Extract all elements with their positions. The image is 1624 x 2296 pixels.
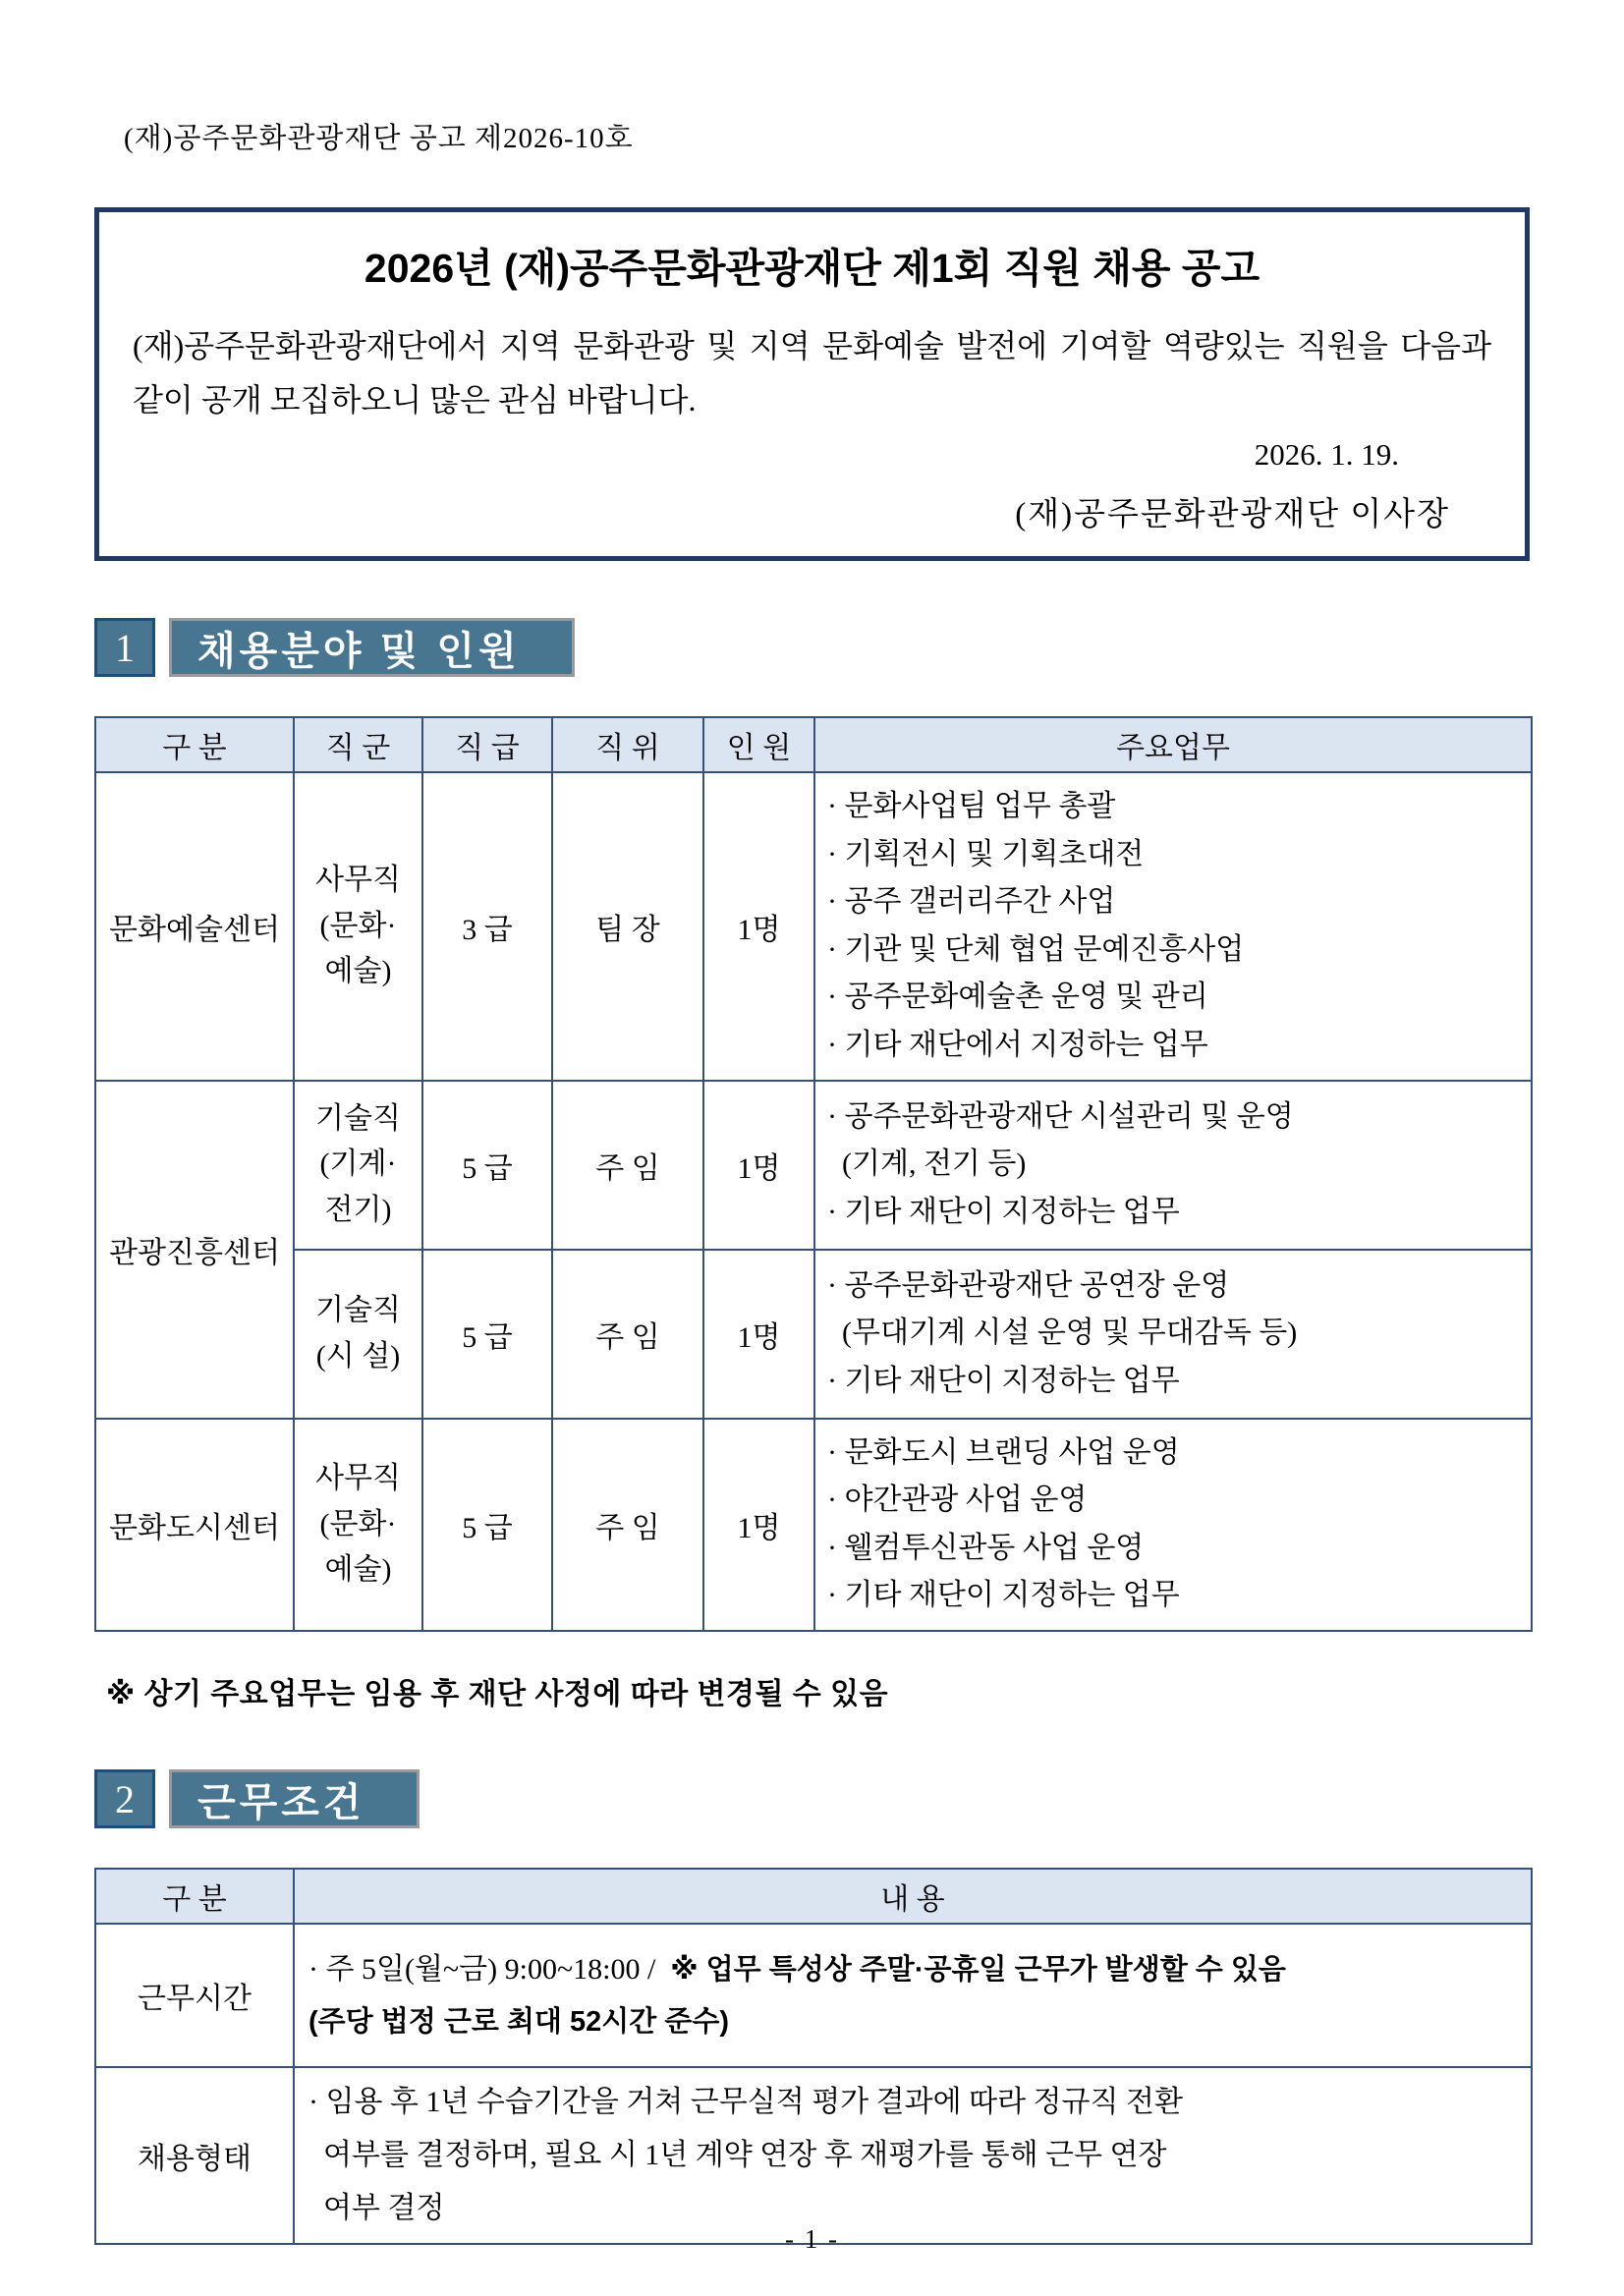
cell-group: 기술직 (시 설) bbox=[294, 1250, 422, 1419]
cell-division: 문화예술센터 bbox=[95, 772, 294, 1081]
section1-header bbox=[94, 618, 1530, 677]
cell-grade: 5 급 bbox=[422, 1250, 552, 1419]
cell-group: 사무직 (문화· 예술) bbox=[294, 1419, 422, 1631]
notice-date: 2026. 1. 19. bbox=[1254, 437, 1399, 473]
recruitment-table bbox=[94, 716, 1533, 1632]
cell-position: 주 임 bbox=[552, 1419, 703, 1631]
table-row bbox=[95, 2067, 1532, 2244]
cell-grade: 5 급 bbox=[422, 1081, 552, 1250]
cell-group: 기술직 (기계· 전기) bbox=[294, 1081, 422, 1250]
cell-content: · 임용 후 1년 수습기간을 거쳐 근무실적 평가 결과에 따라 정규직 전환 여부를 결정하며, 필요 시 1년 계약 연장 후 재평가를 통해 근무 연장 여부 결정 bbox=[294, 2067, 1532, 2244]
cell-duties: · 문화도시 브랜딩 사업 운영 · 야간관광 사업 운영 · 웰컴투신관동 사업 운영 · 기타 재단이 지정하는 업무 bbox=[814, 1419, 1532, 1631]
table-row bbox=[95, 1081, 1532, 1250]
col-header-category: 구 분 bbox=[95, 1869, 294, 1924]
cell-grade: 3 급 bbox=[422, 772, 552, 1081]
col-header-duties: 주요업무 bbox=[814, 717, 1532, 772]
cell-group: 사무직 (문화· 예술) bbox=[294, 772, 422, 1081]
col-header-group: 직 군 bbox=[294, 717, 422, 772]
col-header-count: 인 원 bbox=[703, 717, 814, 772]
table-row bbox=[95, 1419, 1532, 1631]
recruitment-table-header-row bbox=[95, 717, 1532, 772]
worktime-line2: (주당 법정 근로 최대 52시간 준수) bbox=[308, 2005, 730, 2038]
cell-category: 채용형태 bbox=[95, 2067, 294, 2244]
section2-title: 근무조건 bbox=[169, 1769, 420, 1828]
cell-content bbox=[294, 1924, 1532, 2067]
cell-position: 주 임 bbox=[552, 1081, 703, 1250]
table-row bbox=[95, 772, 1532, 1081]
notice-title: 2026년 (재)공주문화관광재단 제1회 직원 채용 공고 bbox=[364, 246, 1260, 291]
table-row bbox=[95, 1250, 1532, 1419]
doc-number: (재)공주문화관광재단 공고 제2026-10호 bbox=[124, 123, 634, 154]
page-number: - 1 - bbox=[785, 2224, 839, 2254]
col-header-content: 내 용 bbox=[294, 1869, 1532, 1924]
col-header-division: 구 분 bbox=[95, 717, 294, 772]
col-header-grade: 직 급 bbox=[422, 717, 552, 772]
notice-box bbox=[94, 207, 1530, 561]
cell-grade: 5 급 bbox=[422, 1419, 552, 1631]
cell-category: 근무시간 bbox=[95, 1924, 294, 2067]
cell-count: 1명 bbox=[703, 772, 814, 1081]
cell-division: 관광진흥센터 bbox=[95, 1081, 294, 1419]
table-note: ※ 상기 주요업무는 임용 후 재단 사정에 따라 변경될 수 있음 bbox=[106, 1678, 889, 1710]
cell-duties: · 공주문화관광재단 시설관리 및 운영 (기계, 전기 등) · 기타 재단이 지정하는 업무 bbox=[814, 1081, 1532, 1250]
section1-number: 1 bbox=[94, 618, 155, 677]
col-header-position: 직 위 bbox=[552, 717, 703, 772]
table-row bbox=[95, 1924, 1532, 2067]
cell-position: 팀 장 bbox=[552, 772, 703, 1081]
cell-division: 문화도시센터 bbox=[95, 1419, 294, 1631]
notice-body: (재)공주문화관광재단에서 지역 문화관광 및 지역 문화예술 발전에 기여할 역량있는 직원을 다음과 같이 공개 모집하오니 많은 관심 바랍니다. bbox=[133, 328, 1491, 419]
work-conditions-table bbox=[94, 1868, 1533, 2245]
cell-duties: · 공주문화관광재단 공연장 운영 (무대기계 시설 운영 및 무대감독 등) · 기타 재단이 지정하는 업무 bbox=[814, 1250, 1532, 1419]
work-conditions-header-row bbox=[95, 1869, 1532, 1924]
worktime-line1: · 주 5일(월~금) 9:00~18:00 / ※ 업무 특성상 주말·공휴일 근무가 발생할 수 있음 bbox=[308, 1952, 1286, 1986]
cell-count: 1명 bbox=[703, 1250, 814, 1419]
cell-position: 주 임 bbox=[552, 1250, 703, 1419]
cell-count: 1명 bbox=[703, 1081, 814, 1250]
section2-number: 2 bbox=[94, 1769, 155, 1828]
section1-title: 채용분야 및 인원 bbox=[169, 618, 575, 677]
cell-count: 1명 bbox=[703, 1419, 814, 1631]
section2-header bbox=[94, 1769, 1530, 1828]
notice-signature: (재)공주문화관광재단 이사장 bbox=[1015, 497, 1450, 533]
cell-duties: · 문화사업팀 업무 총괄 · 기획전시 및 기획초대전 · 공주 갤러리주간 사업 · 기관 및 단체 협업 문예진흥사업 · 공주문화예술촌 운영 및 관리 · 기타 재단에서 지정하는 업무 bbox=[814, 772, 1532, 1081]
